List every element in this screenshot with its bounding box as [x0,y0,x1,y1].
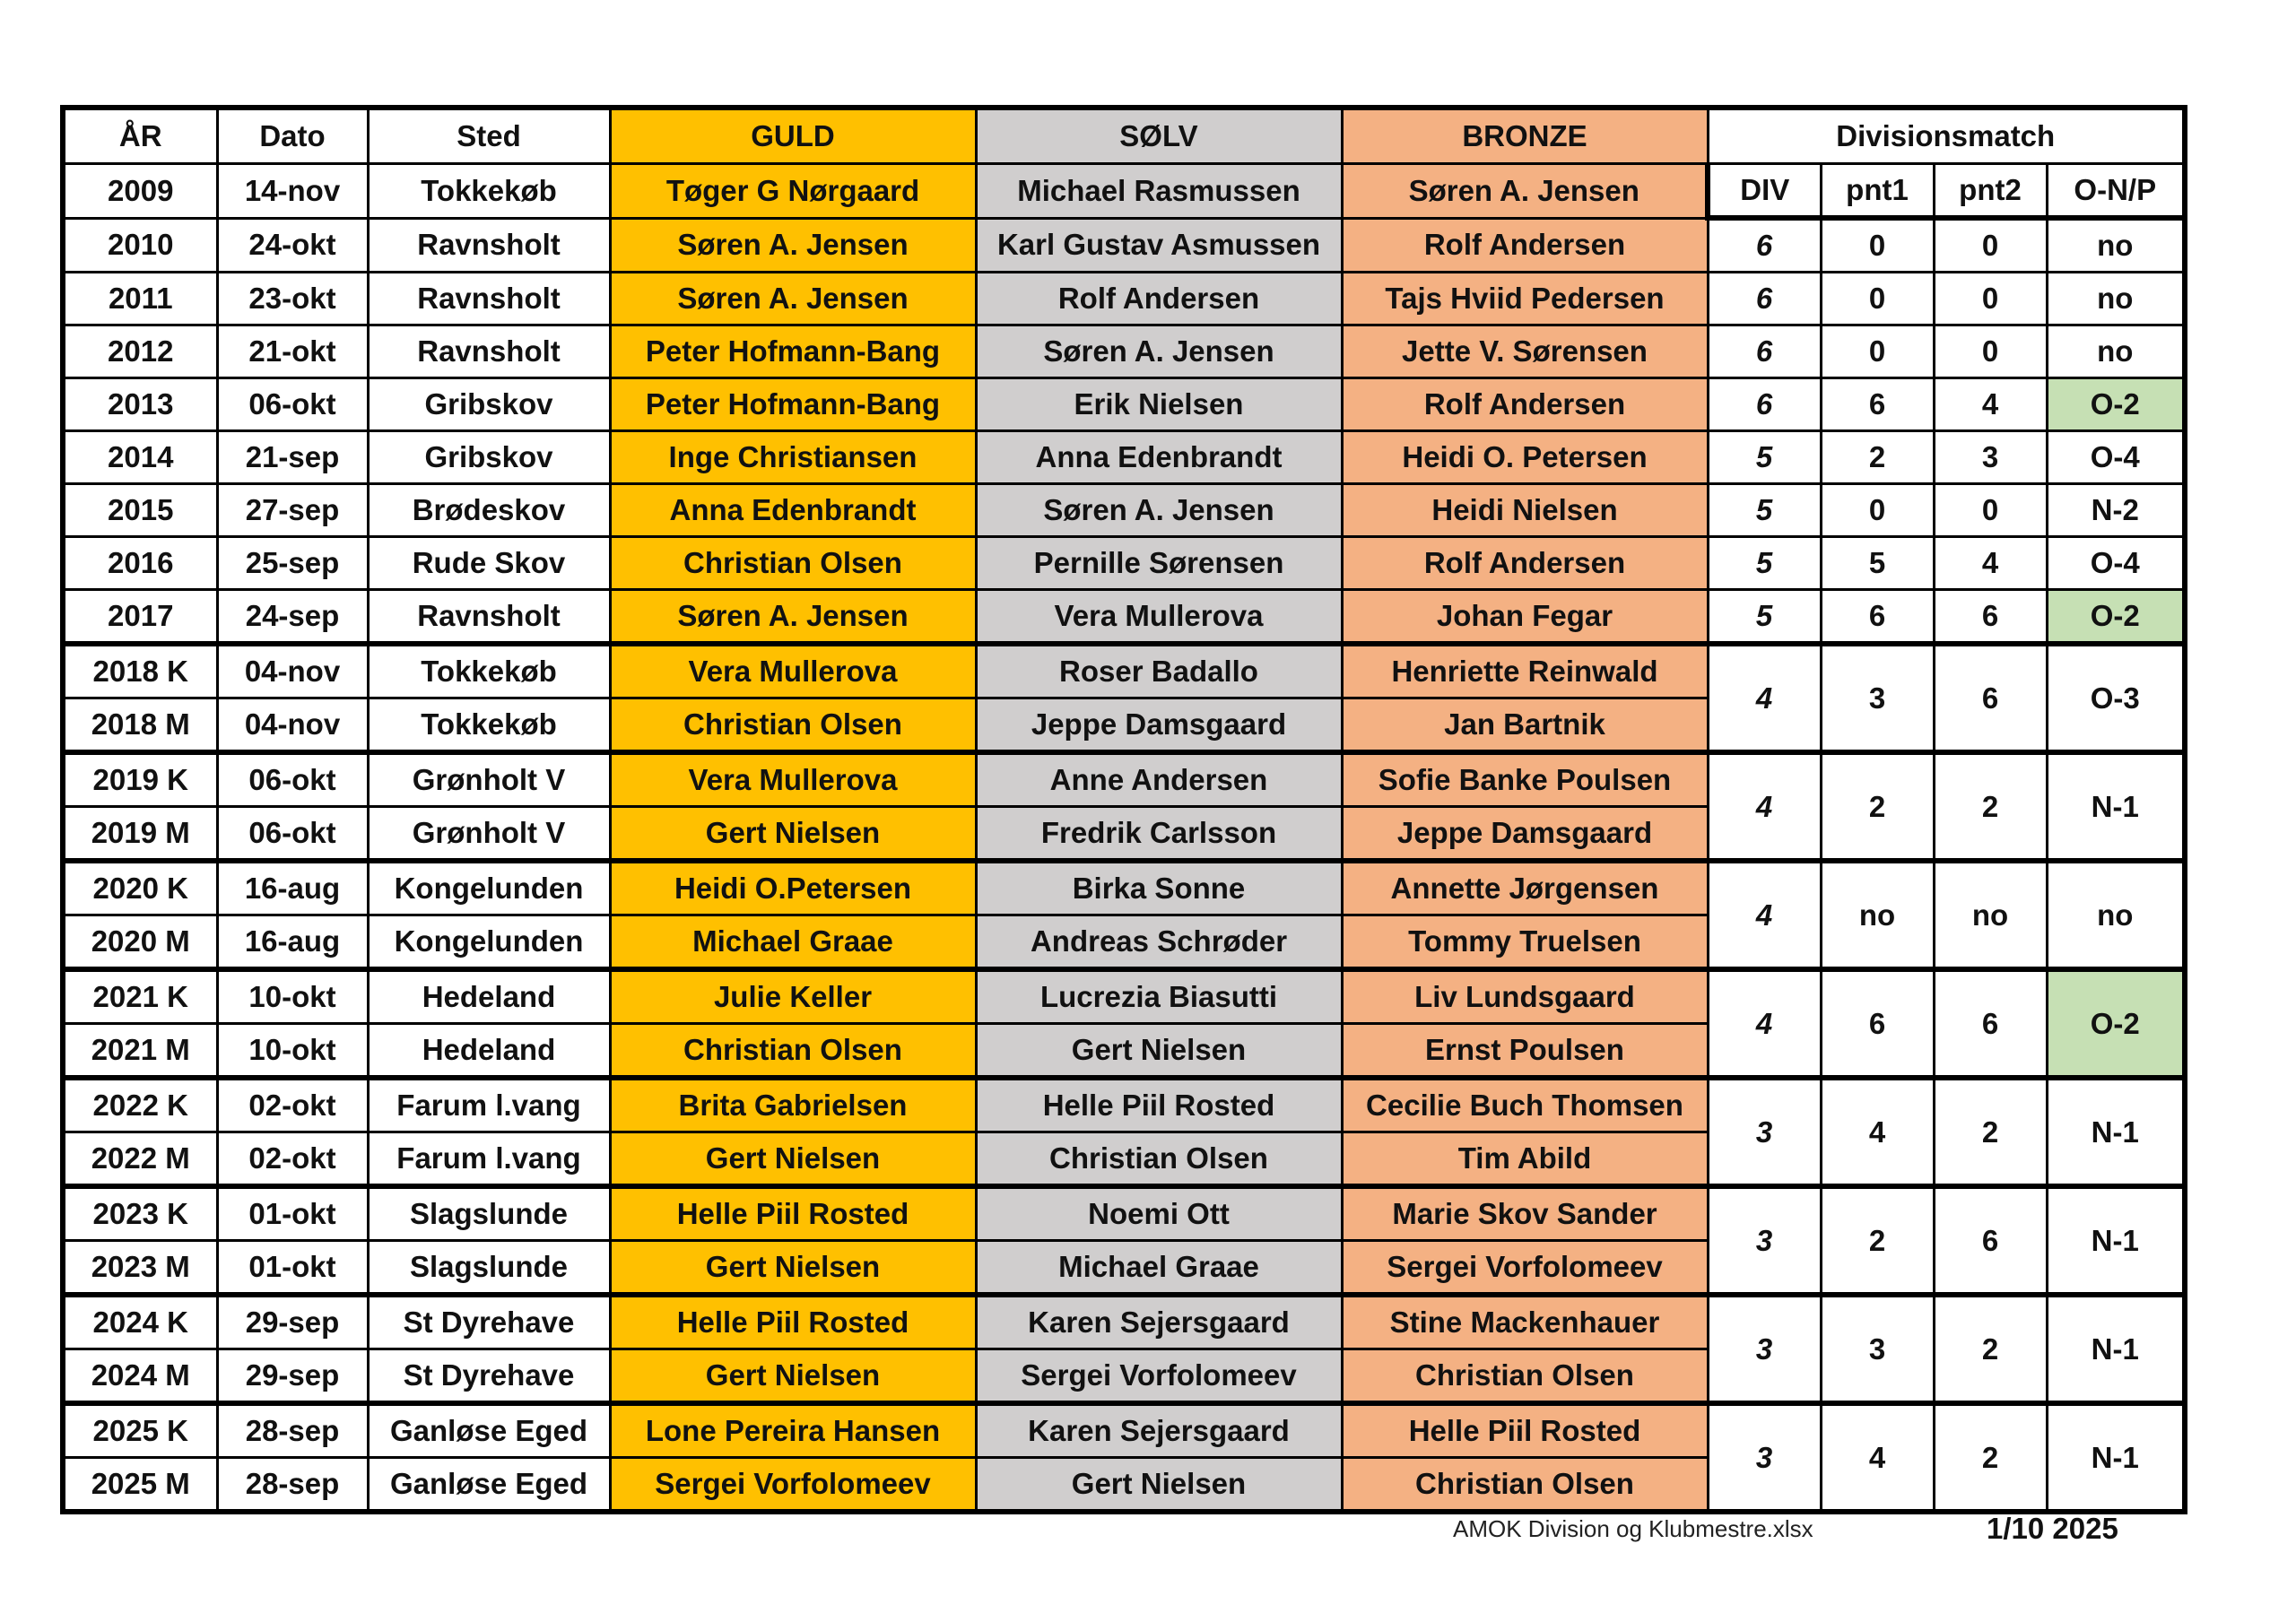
silver-cell: Karen Sejersgaard [976,1295,1342,1349]
year-cell: 2011 [63,273,217,325]
silver-cell: Pernille Sørensen [976,537,1342,590]
date-cell: 04-nov [217,698,368,753]
gold-cell: Gert Nielsen [610,1241,976,1296]
footer-date: 1/10 2025 [1987,1512,2118,1545]
table-row [63,1295,2185,1349]
bronze-cell: Rolf Andersen [1342,378,1708,431]
year-cell: 2020 K [63,861,217,915]
subheader-pnt2: pnt2 [1934,164,2047,219]
header-year: ÅR [63,108,217,164]
year-cell: 2021 M [63,1024,217,1079]
date-cell: 06-okt [217,807,368,862]
gold-cell: Helle Piil Rosted [610,1186,976,1241]
bronze-cell: Tommy Truelsen [1342,915,1708,970]
onp-cell: N-1 [2047,1403,2185,1512]
table-row [63,325,2185,378]
year-cell: 2023 M [63,1241,217,1296]
division-cell: 3 [1708,1186,1821,1295]
gold-cell: Søren A. Jensen [610,590,976,645]
date-cell: 06-okt [217,752,368,807]
onp-cell: no [2047,218,2185,273]
footer-filename: AMOK Division og Klubmestre.xlsx [1453,1515,1813,1542]
silver-cell: Søren A. Jensen [976,325,1342,378]
bronze-cell: Jeppe Damsgaard [1342,807,1708,862]
pnt2-cell: 6 [1934,644,2047,752]
table-row [63,1403,2185,1458]
gold-cell: Vera Mullerova [610,644,976,698]
gold-cell: Søren A. Jensen [610,218,976,273]
silver-cell: Roser Badallo [976,644,1342,698]
bronze-cell: Heidi Nielsen [1342,484,1708,537]
pnt2-cell: no [1934,861,2047,969]
date-cell: 16-aug [217,861,368,915]
place-cell: Rude Skov [368,537,610,590]
year-cell: 2023 K [63,1186,217,1241]
silver-cell: Vera Mullerova [976,590,1342,645]
header-place: Sted [368,108,610,164]
onp-cell: O-2 [2047,969,2185,1078]
date-cell: 24-sep [217,590,368,645]
pnt1-cell: 2 [1821,752,1934,861]
year-cell: 2014 [63,431,217,484]
place-cell: Brødeskov [368,484,610,537]
silver-cell: Gert Nielsen [976,1458,1342,1513]
silver-cell: Christian Olsen [976,1132,1342,1187]
onp-cell: O-2 [2047,590,2185,645]
gold-cell: Gert Nielsen [610,1349,976,1404]
gold-cell: Peter Hofmann-Bang [610,325,976,378]
division-cell: 4 [1708,861,1821,969]
bronze-cell: Jette V. Sørensen [1342,325,1708,378]
bronze-cell: Ernst Poulsen [1342,1024,1708,1079]
pnt2-cell: 6 [1934,590,2047,645]
year-cell: 2019 K [63,752,217,807]
place-cell: Ravnsholt [368,218,610,273]
date-cell: 02-okt [217,1078,368,1132]
bronze-cell: Johan Fegar [1342,590,1708,645]
bronze-cell: Rolf Andersen [1342,537,1708,590]
division-cell: 4 [1708,752,1821,861]
gold-cell: Julie Keller [610,969,976,1024]
bronze-cell: Heidi O. Petersen [1342,431,1708,484]
header-gold: GULD [610,108,976,164]
header-date: Dato [217,108,368,164]
bronze-cell: Søren A. Jensen [1342,164,1708,219]
onp-cell: no [2047,273,2185,325]
onp-cell: no [2047,325,2185,378]
pnt2-cell: 4 [1934,537,2047,590]
onp-cell: N-1 [2047,1186,2185,1295]
date-cell: 10-okt [217,1024,368,1079]
division-cell: 3 [1708,1403,1821,1512]
date-cell: 10-okt [217,969,368,1024]
pnt2-cell: 0 [1934,325,2047,378]
division-cell: 6 [1708,273,1821,325]
pnt1-cell: 3 [1821,1295,1934,1403]
header-division-match: Divisionsmatch [1708,108,2185,164]
silver-cell: Anne Andersen [976,752,1342,807]
pnt2-cell: 2 [1934,1403,2047,1512]
pnt1-cell: 0 [1821,325,1934,378]
year-cell: 2016 [63,537,217,590]
date-cell: 23-okt [217,273,368,325]
pnt1-cell: 0 [1821,273,1934,325]
header-silver: SØLV [976,108,1342,164]
year-cell: 2017 [63,590,217,645]
silver-cell: Lucrezia Biasutti [976,969,1342,1024]
onp-cell: O-2 [2047,378,2185,431]
silver-cell: Helle Piil Rosted [976,1078,1342,1132]
onp-cell: N-1 [2047,752,2185,861]
place-cell: Hedeland [368,969,610,1024]
pnt2-cell: 3 [1934,431,2047,484]
pnt1-cell: 3 [1821,644,1934,752]
date-cell: 16-aug [217,915,368,970]
silver-cell: Søren A. Jensen [976,484,1342,537]
pnt1-cell: 4 [1821,1403,1934,1512]
silver-cell: Andreas Schrøder [976,915,1342,970]
bronze-cell: Helle Piil Rosted [1342,1403,1708,1458]
gold-cell: Christian Olsen [610,537,976,590]
pnt2-cell: 0 [1934,484,2047,537]
date-cell: 01-okt [217,1241,368,1296]
onp-cell: no [2047,861,2185,969]
subheader-onp: O-N/P [2047,164,2185,219]
year-cell: 2015 [63,484,217,537]
bronze-cell: Sofie Banke Poulsen [1342,752,1708,807]
bronze-cell: Tajs Hviid Pedersen [1342,273,1708,325]
gold-cell: Gert Nielsen [610,1132,976,1187]
year-cell: 2019 M [63,807,217,862]
place-cell: Kongelunden [368,861,610,915]
table-row [63,861,2185,915]
place-cell: Ganløse Eged [368,1403,610,1458]
table-row [63,1186,2185,1241]
gold-cell: Tøger G Nørgaard [610,164,976,219]
year-cell: 2025 M [63,1458,217,1513]
year-cell: 2024 M [63,1349,217,1404]
year-cell: 2022 M [63,1132,217,1187]
header-bronze: BRONZE [1342,108,1708,164]
silver-cell: Gert Nielsen [976,1024,1342,1079]
silver-cell: Michael Rasmussen [976,164,1342,219]
pnt1-cell: 2 [1821,1186,1934,1295]
division-cell: 4 [1708,644,1821,752]
bronze-cell: Christian Olsen [1342,1458,1708,1513]
division-cell: 6 [1708,325,1821,378]
gold-cell: Søren A. Jensen [610,273,976,325]
place-cell: Farum l.vang [368,1132,610,1187]
place-cell: Gribskov [368,431,610,484]
pnt1-cell: 6 [1821,378,1934,431]
silver-cell: Karl Gustav Asmussen [976,218,1342,273]
bronze-cell: Stine Mackenhauer [1342,1295,1708,1349]
gold-cell: Sergei Vorfolomeev [610,1458,976,1513]
division-cell: 4 [1708,969,1821,1078]
place-cell: Tokkekøb [368,164,610,219]
table-row [63,969,2185,1024]
silver-cell: Fredrik Carlsson [976,807,1342,862]
place-cell: Ravnsholt [368,325,610,378]
gold-cell: Inge Christiansen [610,431,976,484]
place-cell: Grønholt V [368,807,610,862]
place-cell: Tokkekøb [368,698,610,753]
silver-cell: Birka Sonne [976,861,1342,915]
place-cell: Ganløse Eged [368,1458,610,1513]
pnt1-cell: 5 [1821,537,1934,590]
date-cell: 04-nov [217,644,368,698]
year-cell: 2025 K [63,1403,217,1458]
pnt2-cell: 4 [1934,378,2047,431]
subheader-pnt1: pnt1 [1821,164,1934,219]
silver-cell: Sergei Vorfolomeev [976,1349,1342,1404]
onp-cell: O-3 [2047,644,2185,752]
place-cell: Tokkekøb [368,644,610,698]
place-cell: Grønholt V [368,752,610,807]
silver-cell: Jeppe Damsgaard [976,698,1342,753]
year-cell: 2020 M [63,915,217,970]
gold-cell: Heidi O.Petersen [610,861,976,915]
year-cell: 2018 M [63,698,217,753]
gold-cell: Vera Mullerova [610,752,976,807]
place-cell: Slagslunde [368,1186,610,1241]
subheader-div: DIV [1708,164,1821,219]
silver-cell: Noemi Ott [976,1186,1342,1241]
place-cell: Farum l.vang [368,1078,610,1132]
table-row [63,537,2185,590]
year-cell: 2009 [63,164,217,219]
date-cell: 21-okt [217,325,368,378]
pnt1-cell: no [1821,861,1934,969]
place-cell: St Dyrehave [368,1349,610,1404]
division-cell: 3 [1708,1295,1821,1403]
silver-cell: Erik Nielsen [976,378,1342,431]
division-cell: 3 [1708,1078,1821,1186]
date-cell: 14-nov [217,164,368,219]
date-cell: 28-sep [217,1458,368,1513]
date-cell: 21-sep [217,431,368,484]
place-cell: Gribskov [368,378,610,431]
division-cell: 5 [1708,537,1821,590]
bronze-cell: Jan Bartnik [1342,698,1708,753]
table-row [63,218,2185,273]
silver-cell: Michael Graae [976,1241,1342,1296]
division-cell: 6 [1708,378,1821,431]
silver-cell: Karen Sejersgaard [976,1403,1342,1458]
division-cell: 6 [1708,218,1821,273]
pnt1-cell: 0 [1821,484,1934,537]
table-row [63,752,2185,807]
table-row [63,644,2185,698]
pnt1-cell: 2 [1821,431,1934,484]
onp-cell: N-1 [2047,1078,2185,1186]
table-row [63,273,2185,325]
bronze-cell: Cecilie Buch Thomsen [1342,1078,1708,1132]
gold-cell: Peter Hofmann-Bang [610,378,976,431]
year-cell: 2012 [63,325,217,378]
date-cell: 29-sep [217,1349,368,1404]
place-cell: Slagslunde [368,1241,610,1296]
pnt2-cell: 0 [1934,218,2047,273]
table-row [63,431,2185,484]
date-cell: 29-sep [217,1295,368,1349]
pnt2-cell: 6 [1934,1186,2047,1295]
date-cell: 06-okt [217,378,368,431]
pnt1-cell: 6 [1821,969,1934,1078]
results-table [60,105,2187,1514]
bronze-cell: Rolf Andersen [1342,218,1708,273]
table-row [63,484,2185,537]
gold-cell: Anna Edenbrandt [610,484,976,537]
bronze-cell: Liv Lundsgaard [1342,969,1708,1024]
pnt1-cell: 6 [1821,590,1934,645]
pnt1-cell: 4 [1821,1078,1934,1186]
pnt1-cell: 0 [1821,218,1934,273]
table-row [63,590,2185,645]
gold-cell: Brita Gabrielsen [610,1078,976,1132]
division-cell: 5 [1708,431,1821,484]
place-cell: Hedeland [368,1024,610,1079]
date-cell: 02-okt [217,1132,368,1187]
silver-cell: Rolf Andersen [976,273,1342,325]
pnt2-cell: 0 [1934,273,2047,325]
onp-cell: O-4 [2047,431,2185,484]
division-cell: 5 [1708,590,1821,645]
place-cell: Kongelunden [368,915,610,970]
pnt2-cell: 6 [1934,969,2047,1078]
gold-cell: Helle Piil Rosted [610,1295,976,1349]
gold-cell: Michael Graae [610,915,976,970]
year-cell: 2024 K [63,1295,217,1349]
onp-cell: N-2 [2047,484,2185,537]
silver-cell: Anna Edenbrandt [976,431,1342,484]
date-cell: 27-sep [217,484,368,537]
table-row [63,1078,2185,1132]
place-cell: Ravnsholt [368,590,610,645]
onp-cell: N-1 [2047,1295,2185,1403]
bronze-cell: Annette Jørgensen [1342,861,1708,915]
header-row [63,108,2185,164]
gold-cell: Lone Pereira Hansen [610,1403,976,1458]
date-cell: 25-sep [217,537,368,590]
year-cell: 2013 [63,378,217,431]
division-cell: 5 [1708,484,1821,537]
gold-cell: Gert Nielsen [610,807,976,862]
gold-cell: Christian Olsen [610,698,976,753]
place-cell: St Dyrehave [368,1295,610,1349]
bronze-cell: Sergei Vorfolomeev [1342,1241,1708,1296]
year-cell: 2022 K [63,1078,217,1132]
date-cell: 01-okt [217,1186,368,1241]
date-cell: 24-okt [217,218,368,273]
year-cell: 2010 [63,218,217,273]
onp-cell: O-4 [2047,537,2185,590]
pnt2-cell: 2 [1934,1078,2047,1186]
year-cell: 2021 K [63,969,217,1024]
table-row [63,378,2185,431]
bronze-cell: Christian Olsen [1342,1349,1708,1404]
bronze-cell: Henriette Reinwald [1342,644,1708,698]
place-cell: Ravnsholt [368,273,610,325]
date-cell: 28-sep [217,1403,368,1458]
gold-cell: Christian Olsen [610,1024,976,1079]
pnt2-cell: 2 [1934,752,2047,861]
table-row [63,164,2185,219]
year-cell: 2018 K [63,644,217,698]
bronze-cell: Tim Abild [1342,1132,1708,1187]
pnt2-cell: 2 [1934,1295,2047,1403]
bronze-cell: Marie Skov Sander [1342,1186,1708,1241]
